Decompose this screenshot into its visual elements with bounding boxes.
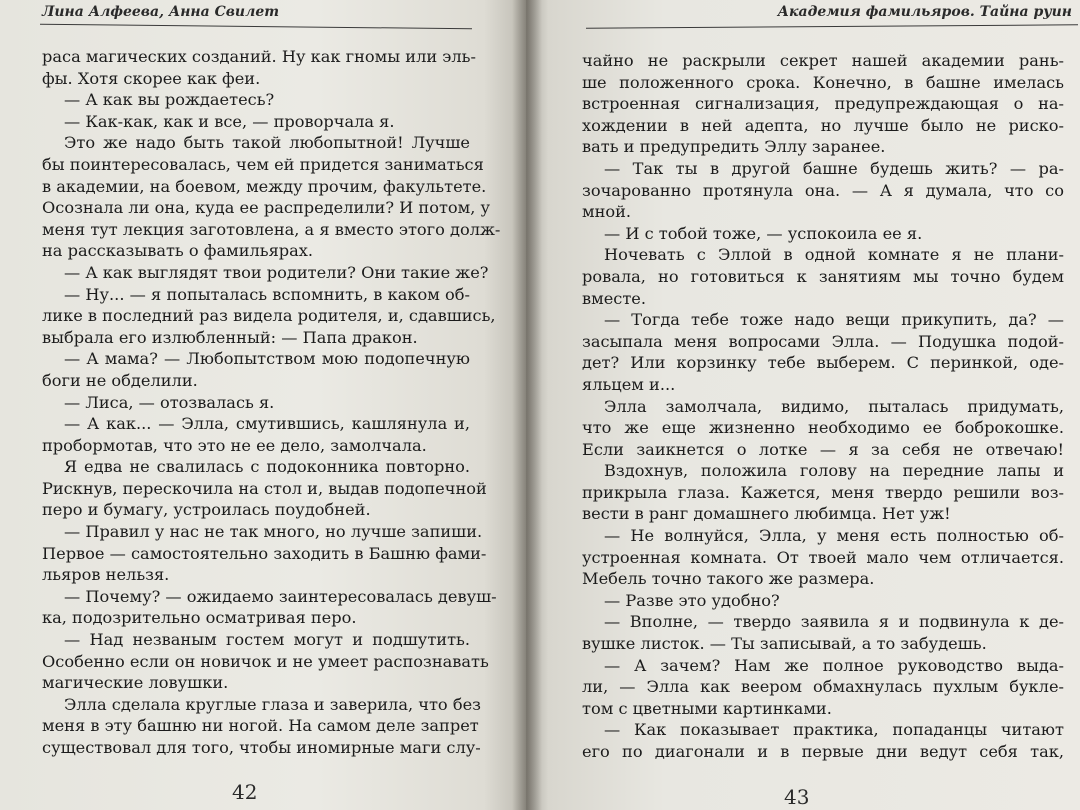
- text-line: перо и бумагу, устроилась поудобней.: [42, 500, 371, 520]
- text-line: выбрала его излюбленный: — Папа дракон.: [42, 327, 418, 347]
- left-running-header: Лина Алфеева, Анна Свилет: [42, 4, 280, 20]
- text-line: лике в последний раз видела родителя, и, сдавшись,: [42, 306, 496, 326]
- text-line: яльцем и...: [582, 374, 676, 394]
- text-line: ли, — Элла как веером обмахнулась пухлым букле-: [582, 677, 1064, 697]
- text-line: хождении в ней адепта, но лучше было не риско-: [582, 115, 1064, 135]
- text-line: ка, подозрительно осматривая перо.: [42, 608, 357, 628]
- text-line: фы. Хотя скорее как феи.: [42, 68, 261, 88]
- text-line: — Так ты в другой башне будешь жить? — ра-: [604, 158, 1064, 178]
- text-line: — А как... — Элла, смутившись, кашлянула и,: [64, 414, 470, 434]
- text-line: мной.: [582, 202, 632, 222]
- text-line: Ночевать с Эллой в одной комнате я не плани-: [604, 245, 1064, 265]
- text-line: — Почему? — ожидаемо заинтересовалась девуш-: [64, 586, 497, 606]
- right-page-text: [582, 50, 1064, 763]
- text-line: меня тут лекция заготовлена, а я вместо этого долж-: [42, 219, 501, 239]
- text-line: — И с тобой тоже, — успокоила ее я.: [604, 223, 923, 243]
- text-line: Особенно если он новичок и не умеет распознавать: [42, 651, 489, 671]
- text-line: том с цветными картинками.: [582, 698, 832, 718]
- text-line: пробормотав, что это не ее дело, замолчала.: [42, 435, 427, 455]
- text-line: боги не обделили.: [42, 370, 198, 390]
- text-line: его по диагонали и в первые дни ведут себя так,: [582, 742, 1064, 761]
- left-page-text: [42, 46, 501, 759]
- text-line: Элла замолчала, видимо, пыталась придумать,: [604, 396, 1064, 416]
- left-header-rule: [40, 24, 472, 30]
- text-line: Первое — самостоятельно заходить в Башню фами-: [42, 543, 487, 563]
- text-line: — А мама? — Любопытством мою подопечную: [64, 349, 470, 369]
- text-line: что же еще жизненно необходимо ее боброкошке.: [582, 418, 1064, 438]
- text-line: — Как показывает практика, попаданцы читают: [604, 720, 1064, 740]
- left-page: [0, 0, 526, 810]
- text-line: прикрыла глаза. Кажется, меня твердо решили воз-: [582, 482, 1064, 502]
- text-line: ровала, но готовиться к занятиям мы точно будем: [582, 266, 1064, 286]
- text-line: ше положенного срока. Конечно, в башне имелась: [582, 72, 1064, 92]
- text-line: засыпала меня вопросами Элла. — Подушка подой-: [582, 331, 1064, 351]
- text-line: существовал для того, чтобы иномирные маги слу-: [42, 738, 481, 757]
- text-line: — Над незваным гостем могут и подшутить.: [64, 630, 470, 650]
- text-line: — Как-как, как и все, — проворчала я.: [64, 111, 395, 131]
- text-line: льяров нельзя.: [42, 565, 170, 585]
- text-line: вместе.: [582, 288, 647, 308]
- text-line: меня в эту башню ни ногой. На самом деле запрет: [42, 716, 479, 736]
- text-line: — А как выглядят твои родители? Они такие же?: [64, 262, 489, 282]
- right-header-rule: [586, 24, 1078, 28]
- right-page-number: 43: [784, 785, 810, 809]
- text-line: Рискнув, перескочила на стол и, выдав подопечной: [42, 478, 487, 498]
- text-line: Осознала ли она, куда ее распределили? И потом, у: [42, 198, 491, 218]
- text-line: — Разве это удобно?: [604, 590, 780, 610]
- text-line: устроенная комната. От твоей мало чем отличается.: [582, 547, 1064, 567]
- right-page: [526, 0, 1080, 810]
- text-line: магические ловушки.: [42, 673, 229, 693]
- text-line: Я едва не свалилась с подоконника повторно.: [64, 457, 470, 477]
- right-running-header: Академия фамильяров. Тайна руин: [777, 4, 1072, 20]
- text-line: — Правил у нас не так много, но лучше запиши.: [64, 522, 483, 542]
- text-line: раса магических созданий. Ну как гномы или эль-: [42, 47, 476, 66]
- text-line: — Лиса, — отозвалась я.: [64, 392, 275, 412]
- text-line: — Тогда тебе тоже надо вещи прикупить, да? —: [604, 310, 1064, 330]
- text-line: — А как вы рождаетесь?: [64, 90, 275, 110]
- text-line: в академии, на боевом, между прочим, факультете.: [42, 176, 487, 196]
- text-line: вести в ранг домашнего любимца. Нет уж!: [582, 504, 951, 524]
- text-line: вушке листок. — Ты записывай, а то забудешь.: [582, 634, 987, 654]
- text-line: Вздохнув, положила голову на передние лапы и: [604, 461, 1064, 481]
- text-line: дет? Или корзинку тебе выберем. С перинкой, оде-: [582, 353, 1064, 373]
- text-line: встроенная сигнализация, предупреждающая о на-: [582, 94, 1064, 114]
- text-line: Это же надо быть такой любопытной! Лучше: [64, 133, 470, 153]
- text-line: Элла сделала круглые глаза и заверила, что без: [64, 694, 481, 714]
- text-line: вать и предупредить Эллу заранее.: [582, 137, 886, 157]
- text-line: — Ну... — я попыталась вспомнить, в каком об-: [64, 284, 470, 304]
- text-line: Если заикнется о лотке — я за себя не отвечаю!: [582, 439, 1064, 459]
- text-line: Мебель точно такого же размера.: [582, 569, 875, 589]
- text-line: бы поинтересовалась, чем ей придется заниматься: [42, 154, 484, 174]
- text-line: — А зачем? Нам же полное руководство выда-: [604, 655, 1064, 675]
- text-line: — Не волнуйся, Элла, у меня есть полностью об-: [604, 526, 1064, 546]
- text-line: чайно не раскрыли секрет нашей академии рань-: [582, 51, 1064, 70]
- text-line: — Вполне, — твердо заявила я и подвинула к де-: [604, 612, 1064, 632]
- text-line: на рассказывать о фамильярах.: [42, 241, 314, 261]
- text-line: зочарованно протянула она. — А я думала, что со: [582, 180, 1064, 200]
- left-page-number: 42: [232, 780, 258, 804]
